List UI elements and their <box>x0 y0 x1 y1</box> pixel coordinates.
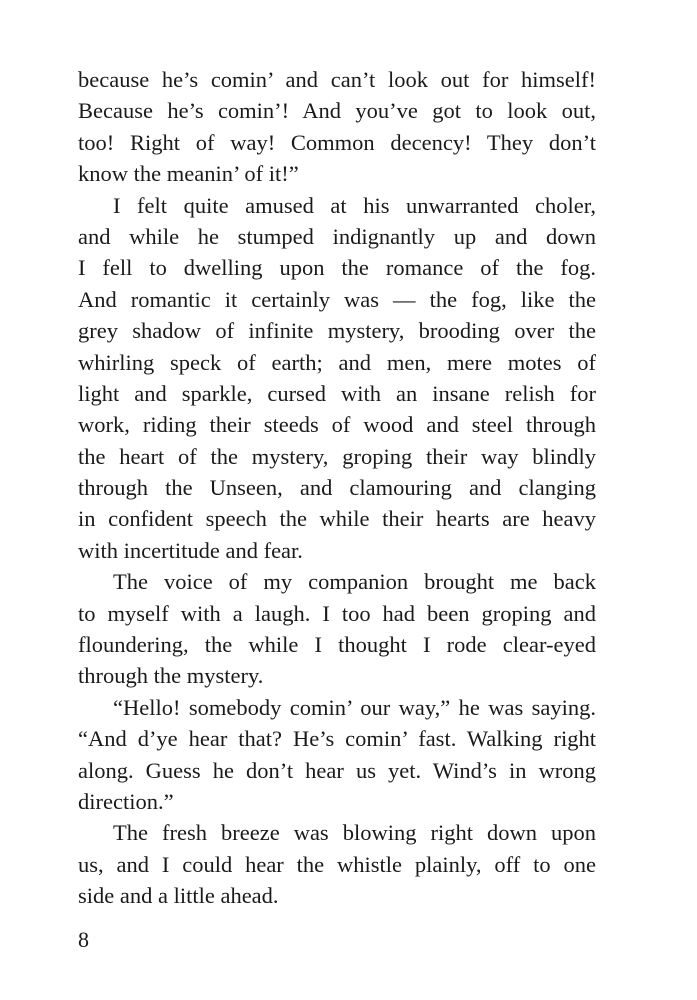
text-line: because he’s comin’ and can’t look out for himself! <box>78 67 596 92</box>
paragraph <box>78 817 596 911</box>
text-line: in confident speech the while their hearts are heavy <box>78 506 596 532</box>
text-line: The fresh breeze was blowing right down upon <box>113 820 596 846</box>
text-line: through the Unseen, and clamouring and clanging <box>78 475 596 501</box>
text-line: I felt quite amused at his unwarranted choler, <box>113 192 596 218</box>
text-line: I fell to dwelling upon the romance of the fog. <box>78 255 596 281</box>
text-line: us, and I could hear the whistle plainly, off to one <box>78 851 596 877</box>
text-line: to myself with a laugh. I too had been groping and <box>78 600 596 626</box>
text-line: too! Right of way! Common decency! They don’t <box>78 129 596 155</box>
paragraph <box>78 566 596 692</box>
paragraph <box>78 692 596 818</box>
text-line: And romantic it certainly was — the fog, like the <box>78 286 596 312</box>
text-line: direction.” <box>78 788 174 814</box>
text-line: grey shadow of infinite mystery, brooding over the <box>78 318 596 344</box>
text-line: side and a little ahead. <box>78 883 279 909</box>
text-line: whirling speck of earth; and men, mere motes of <box>78 349 596 375</box>
text-line: light and sparkle, cursed with an insane relish for <box>78 380 596 406</box>
text-line: The voice of my companion brought me back <box>113 569 596 595</box>
text-line: know the meanin’ of it!” <box>78 161 299 187</box>
page-number: 8 <box>78 927 89 952</box>
page-body <box>78 64 596 912</box>
text-line: along. Guess he don’t hear us yet. Wind’s in wrong <box>78 757 596 783</box>
text-line: “Hello! somebody comin’ our way,” he was saying. <box>113 694 596 720</box>
paragraph <box>78 190 596 567</box>
text-line: with incertitude and fear. <box>78 537 303 563</box>
text-line: “And d’ye hear that? He’s comin’ fast. Walking right <box>78 726 596 752</box>
text-line: floundering, the while I thought I rode clear-eyed <box>78 632 596 658</box>
text-line: Because he’s comin’! And you’ve got to look out, <box>78 98 596 124</box>
text-line: work, riding their steeds of wood and steel through <box>78 412 596 438</box>
text-line: the heart of the mystery, groping their way blindly <box>78 443 596 469</box>
text-line: and while he stumped indignantly up and down <box>78 223 596 249</box>
paragraph <box>78 64 596 190</box>
text-line: through the mystery. <box>78 663 264 689</box>
